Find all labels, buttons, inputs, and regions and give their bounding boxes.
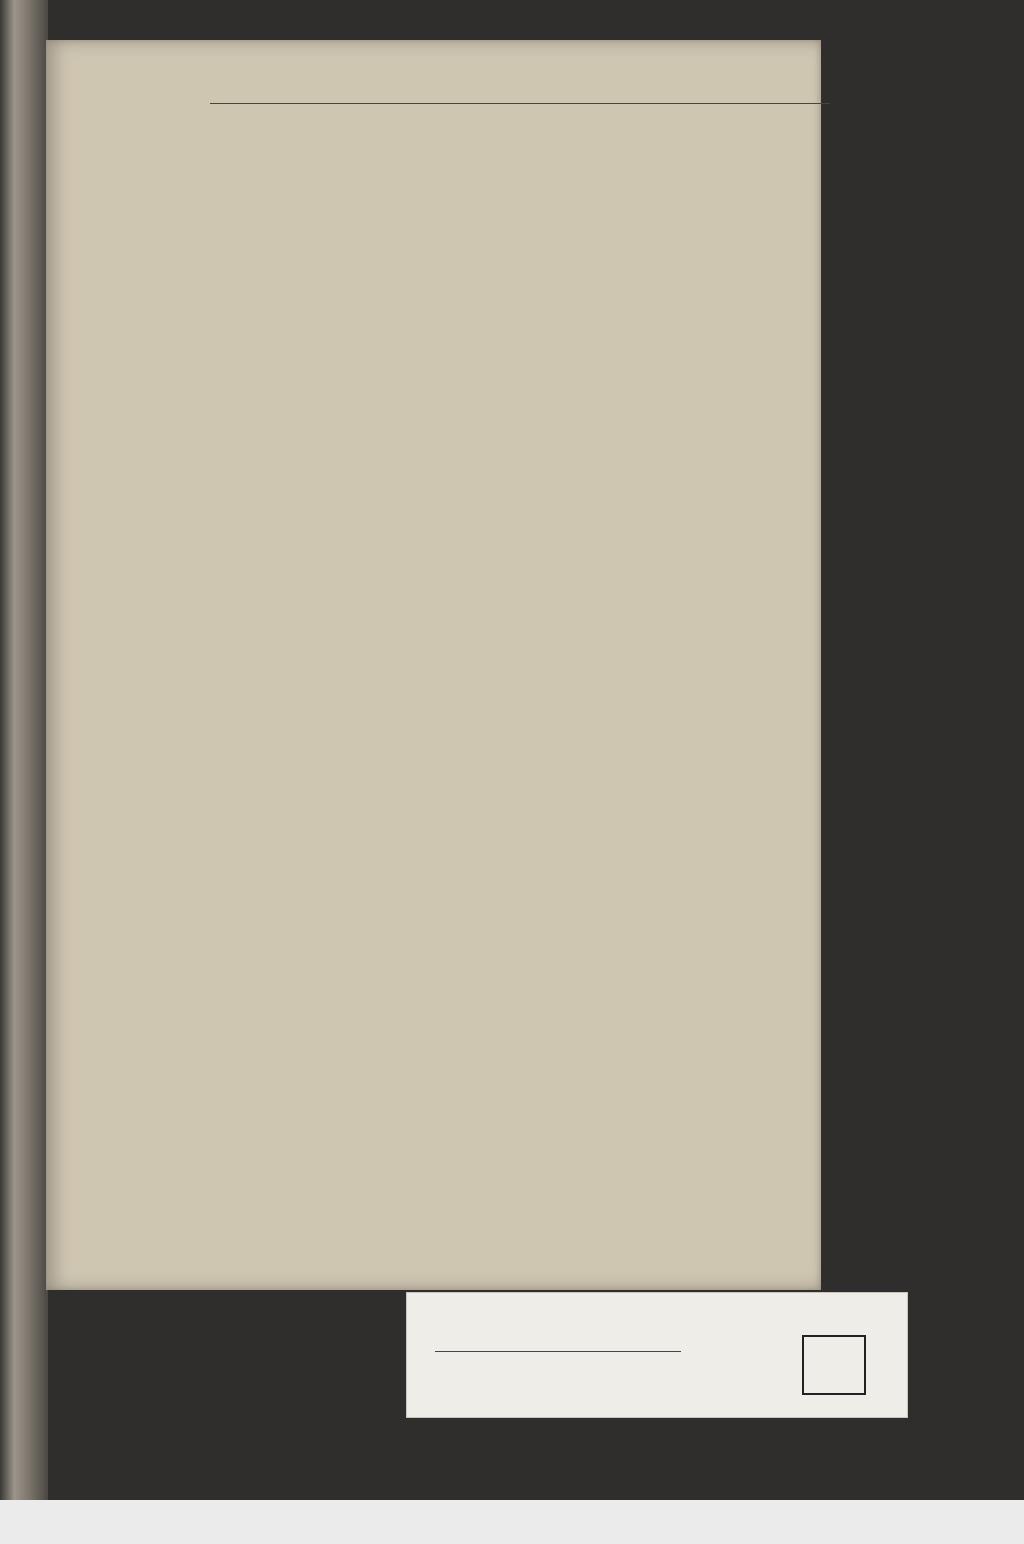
chapter-subheading bbox=[150, 650, 800, 675]
color-calibration-card bbox=[406, 1292, 908, 1418]
gray-scale-swatches bbox=[802, 1335, 866, 1395]
barcode-icon bbox=[4, 1508, 42, 1534]
footer-bar bbox=[0, 1500, 1024, 1544]
page-header bbox=[210, 93, 830, 123]
ruler-scale bbox=[435, 1351, 681, 1378]
header-rule bbox=[210, 103, 830, 104]
left-page-edge bbox=[0, 0, 48, 1500]
